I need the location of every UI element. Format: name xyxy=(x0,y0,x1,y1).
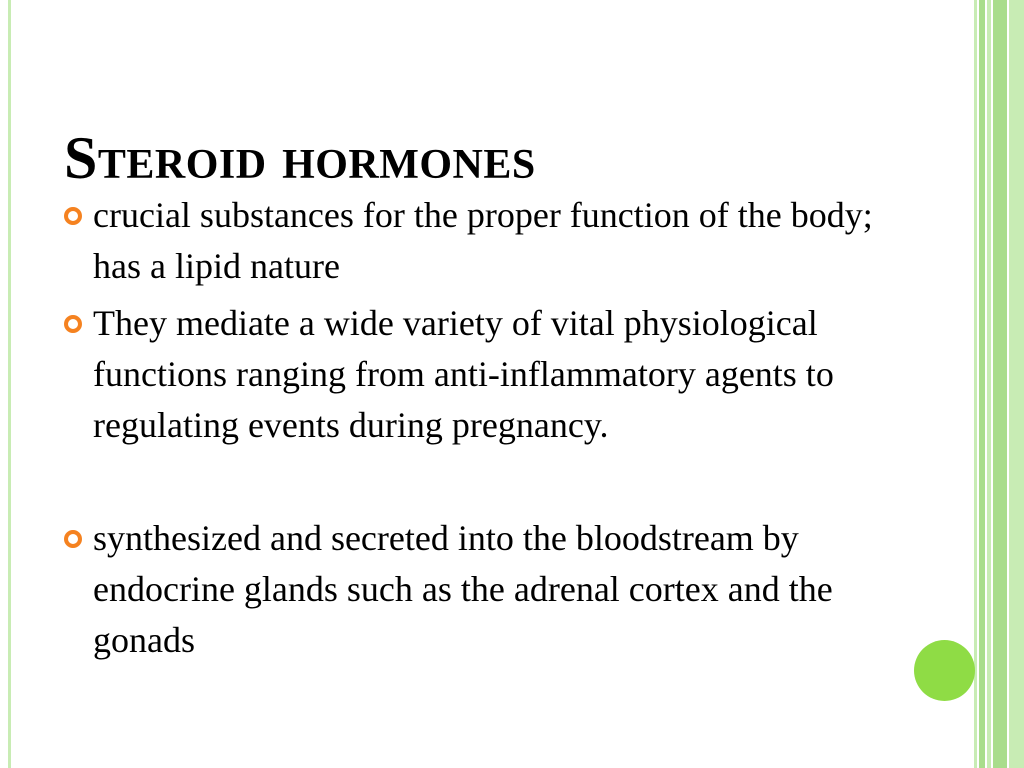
green-circle-decoration xyxy=(914,640,975,701)
decorative-stripe xyxy=(979,0,985,768)
decorative-stripe xyxy=(993,0,1007,768)
decorative-stripe xyxy=(1009,0,1024,768)
decorative-stripe xyxy=(987,0,991,768)
ring-bullet-icon xyxy=(64,207,82,225)
decorative-stripe xyxy=(974,0,977,768)
bullet-item xyxy=(64,298,884,451)
ring-bullet-icon xyxy=(64,530,82,548)
bullet-item xyxy=(64,513,884,666)
ring-bullet-icon xyxy=(64,315,82,333)
slide-title: Steroid hormones xyxy=(64,125,536,192)
bullet-item xyxy=(64,190,884,292)
bullet-list xyxy=(64,190,884,666)
bullet-text: They mediate a wide variety of vital physiological functions ranging from anti-inflammatory agents to regulating events during pregnancy. xyxy=(93,303,834,445)
bullet-text: crucial substances for the proper function of the body; has a lipid nature xyxy=(93,195,873,286)
left-border-line xyxy=(8,0,11,768)
bullet-text: synthesized and secreted into the bloodstream by endocrine glands such as the adrenal cortex and the gonads xyxy=(93,518,833,660)
